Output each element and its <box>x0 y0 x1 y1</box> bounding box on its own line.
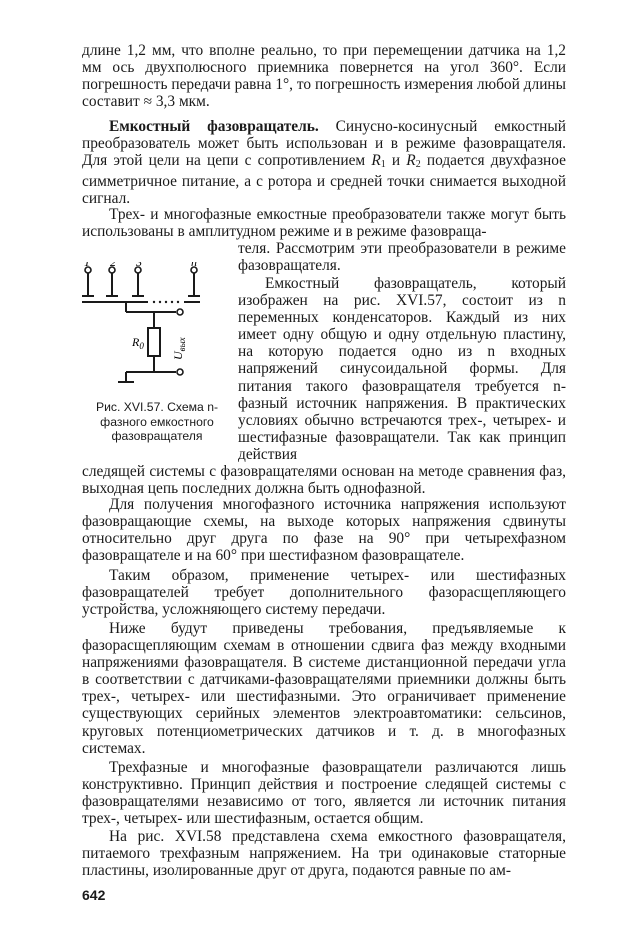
paragraph-1: длине 1,2 мм, что вполне реально, то при перемещении датчика на 1,2 мм ось двухполюсного приемника повернется на угол 360°. Если погрешность передачи равна 1°, то погрешность измерения любой длины составит ≈ 3,3 мкм. <box>82 42 567 111</box>
paragraph-6: Таким образом, применение четырех- или шестифазных фазовращателей требует дополнительного фазорасщепляющего устройства, усложняющего систему передачи. <box>82 567 566 619</box>
input-label-1: 1 <box>84 262 90 269</box>
input-label-2: 2 <box>110 262 116 269</box>
input-label-3: 3 <box>136 262 142 269</box>
resistor-label: $R_0$ <box>132 335 144 351</box>
figure-xvi-57-diagram <box>82 262 230 398</box>
paragraph-3-narrow: теля. Рассмотрим эти преобразователи в режиме фазовращателя. <box>238 240 566 275</box>
page-number: 642 <box>82 887 106 903</box>
input-label-n: n <box>191 262 197 269</box>
output-voltage-label: $U_{вых}$ <box>171 337 187 360</box>
paragraph-4-full: следящей системы с фазовращателями основан на методе сравнения фаз, выходная цепь последних должна быть однофазной. <box>82 463 566 498</box>
section-heading: Емкостный фазовращатель. <box>109 118 319 135</box>
n-phase-capacitive-circuit <box>82 262 230 398</box>
paragraph-3-full: Трех- и многофазные емкостные преобразователи также могут быть использованы в амплитудном режиме и в режиме фазовраща- <box>82 206 566 241</box>
paragraph-5: Для получения многофазного источника напряжения используют фазовращающие схемы, на выходе которых напряжения сдвинуты относительно друг друга по фазе на 90° при четырехфазном фазовращателе и на 60° при шестифазном фазовращателе. <box>82 496 566 565</box>
paragraph-7: Ниже будут приведены требования, предъявляемые к фазорасщепляющим схемам в отношении сдвига фаз между входными напряжениями фазовращателя. В системе дистанционной передачи угла в соответствии с датчиками-фазовращателями приемники должны быть трех-, четырех- или шестифазными. Это ограничивает применение существующих серийных элементов электроавтоматики: сельсинов, круговых потенциометрических датчиков и т. д. в многофазных системах. <box>82 620 566 757</box>
paragraph-4-narrow: Емкостный фазовращатель, который изображен на рис. XVI.57, состоит из n переменных конденсаторов. Каждый из них имеет одну общую и одну отдельную пластину, на которую подается одно из n входных напряжений синусоидальной формы. Для питания такого фазовращателя требуется n-фазный источник напряжения. В практических условиях обычно встречаются трех-, четырех- и шестифазные фазовращатели. Так как принцип действия <box>238 275 566 463</box>
paragraph-8: Трехфазные и многофазные фазовращатели различаются лишь конструктивно. Принцип действия и построение следящей системы с фазовращателями независимо от того, является ли источник питания трех-, четырех- или шестифазным, остается общим. <box>82 759 566 828</box>
paragraph-9: На рис. XVI.58 представлена схема емкостного фазовращателя, питаемого трехфазным напряжением. На три одинаковые статорные пластины, изолированные друг от друга, подаются равные по ам- <box>82 828 566 880</box>
paragraph-capacitive-phase-shifter: Емкостный фазовращатель. Синусно-косинусный емкостный преобразователь может быть использован и в режиме фазовращателя. Для этой цели на цепи с сопротивлением $R_1$ и $R_2$ подается двухфазное симметричное питание, а с ротора и средней точки снимается выходной сигнал. <box>82 118 566 208</box>
figure-caption: Рис. XVI.57. Схема n-фазного емкостного фазовращателя <box>95 400 219 443</box>
